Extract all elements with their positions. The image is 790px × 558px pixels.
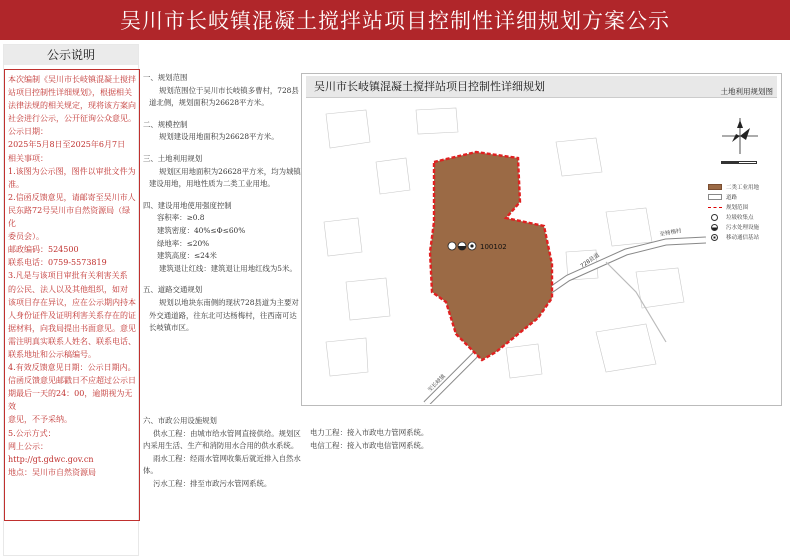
notice-line: 3.凡是与该项目审批有关利害关系 <box>8 271 128 281</box>
notice-line: 联系电话：0759-5573819 <box>8 258 107 268</box>
legend-swatch-road <box>708 194 722 200</box>
intensity-item: 建筑密度：40%≤Φ≤60% <box>157 225 246 235</box>
legend-label: 移动通信基站 <box>726 235 760 241</box>
notice-line: 期最后一天的24：00，逾期视为无效 <box>8 389 133 412</box>
notice-line: 站项目控制性详细规划》，根据相关 <box>8 88 132 98</box>
section-title: 一、规划范围 <box>143 73 188 82</box>
section-body: 规划区用地面积为26628平方米，均为城镇建设用地，用地性质为二类工业用地。 <box>149 166 301 189</box>
map-subtitle: 土地利用规划图 <box>720 87 773 96</box>
garbage-point-icon <box>711 214 718 221</box>
section-body: 规划范围位于吴川市长岐镇多曹村，728县道北侧，规划面积为26628平方米。 <box>149 85 299 108</box>
notice-line: 需注明真实联系人姓名、联系电话、 <box>8 336 136 346</box>
notice-line: 地点：吴川市自然资源局 <box>8 467 96 477</box>
notice-line: 社会进行公示，公开征询公众意见。 <box>8 114 136 124</box>
water-supply-text: 供水工程：由城市给水管网直接供给。规划区内采用生活、生产和消防用水合用的供水系统。 <box>143 428 301 451</box>
road-label: 728县道 <box>579 252 601 270</box>
notice-line: 4.有效反馈意见日期：公示日期内。 <box>8 363 136 373</box>
legend-swatch-industrial <box>708 184 722 190</box>
page-banner <box>0 0 790 40</box>
section-title: 三、土地利用规划 <box>143 153 203 163</box>
sewage-text: 污水工程：排至市政污水管网系统。 <box>153 478 272 488</box>
section-title: 六、市政公用设施规划 <box>143 416 217 425</box>
legend-item <box>708 212 780 222</box>
notice-line: 邮政编码：524500 <box>8 245 79 255</box>
intensity-item: 绿地率：≤20% <box>157 238 210 248</box>
section-body: 规划建设用地面积为26628平方米。 <box>159 132 279 142</box>
notice-panel <box>3 44 139 556</box>
land-use-map <box>301 73 782 406</box>
notice-line: 网上公示： <box>8 441 48 451</box>
legend-item <box>708 182 780 192</box>
legend-label: 道路 <box>726 195 738 201</box>
section-title: 二、规模控制 <box>143 119 188 129</box>
notice-link[interactable]: http://gt.gdwc.gov.cn <box>8 454 94 464</box>
legend-item <box>708 192 780 202</box>
notice-line: 准。 <box>8 179 24 189</box>
map-legend <box>708 182 780 242</box>
section-body: 规划以地块东南侧的现状728县道为主要对外交通道路，往东北可达杨梅村，往西南可达长岐镇市区。 <box>149 297 299 333</box>
legend-label: 污水处理设施 <box>726 225 760 231</box>
banner-title: 吴川市长岐镇混凝土搅拌站项目控制性详细规划方案公示 <box>120 9 670 33</box>
notice-line: 5.公示方式： <box>8 428 56 438</box>
power-text: 电力工程：接入市政电力管网系统。 <box>310 428 429 437</box>
notice-line: 人身份证件及证明利害关系存在的证 <box>8 310 136 320</box>
plan-description <box>143 66 303 335</box>
sewage-facility-icon <box>711 224 718 231</box>
notice-line: 2025年5月8日至2025年6月7日 <box>8 140 126 150</box>
legend-label: 垃圾收集点 <box>726 215 754 221</box>
notice-line: 联系地址和公示稿编号。 <box>8 349 96 359</box>
garbage-point-icon <box>448 242 456 250</box>
intensity-item: 容积率：≥0.8 <box>157 213 205 223</box>
scale-bar <box>721 160 757 166</box>
intensity-item: 建筑高度：≤24米 <box>157 251 217 261</box>
legend-item <box>708 222 780 232</box>
notice-body <box>4 69 140 521</box>
notice-line: 委员会）。 <box>8 232 44 242</box>
notice-line: 信函反馈意见邮戳日不应超过公示日 <box>8 376 136 386</box>
notice-line: 本次编制《吴川市长岐镇混凝土搅拌 <box>8 75 136 84</box>
road-direction-label: 至杨梅村 <box>659 228 683 238</box>
notice-line: 的公民、法人以及其他组织，如对 <box>8 284 128 294</box>
notice-line: 1.该图为公示图，图件以审批文件为 <box>8 166 136 176</box>
telecom-station-icon <box>711 234 718 241</box>
notice-line: 相关事项： <box>8 153 48 163</box>
legend-label: 规划范围 <box>726 205 749 211</box>
map-canvas <box>306 102 706 404</box>
section-title: 四、建设用地使用强度控制 <box>143 200 232 210</box>
notice-line: 2.信函反馈意见，请邮寄至吴川市人 <box>8 192 136 202</box>
notice-line: 民东路72号吴川市自然资源局（绿化 <box>8 205 131 229</box>
parcel-code: 100102 <box>480 243 507 251</box>
rain-water-text: 雨水工程：经雨水管网收集后就近排入自然水体。 <box>143 453 301 476</box>
notice-line: 公示日期： <box>8 127 48 137</box>
intensity-item: 建筑退让红线：建筑退让用地红线为5米。 <box>159 263 297 273</box>
legend-boundary-line <box>708 207 722 208</box>
north-arrow-icon <box>720 116 760 156</box>
legend-label: 二类工业用地 <box>726 185 760 191</box>
section-title: 五、道路交通规划 <box>143 285 203 295</box>
notice-line: 据材料，向我局提出书面意见。意见 <box>8 323 136 333</box>
road-direction-label: 至长岐镇 <box>427 373 447 394</box>
map-title: 吴川市长岐镇混凝土搅拌站项目控制性详细规划 <box>306 76 777 98</box>
telecom-text: 电信工程：接入市政电信管网系统。 <box>310 440 429 450</box>
notice-line: 该项目存在异议，应在公示期内持本 <box>8 297 136 307</box>
notice-line: 法律法规的相关规定，现将该方案向 <box>8 101 136 111</box>
notice-heading: 公示说明 <box>4 45 138 65</box>
facility-symbols <box>448 242 476 250</box>
notice-line: 意见，不予采纳。 <box>8 415 72 425</box>
legend-item <box>708 202 780 212</box>
legend-item <box>708 232 780 242</box>
